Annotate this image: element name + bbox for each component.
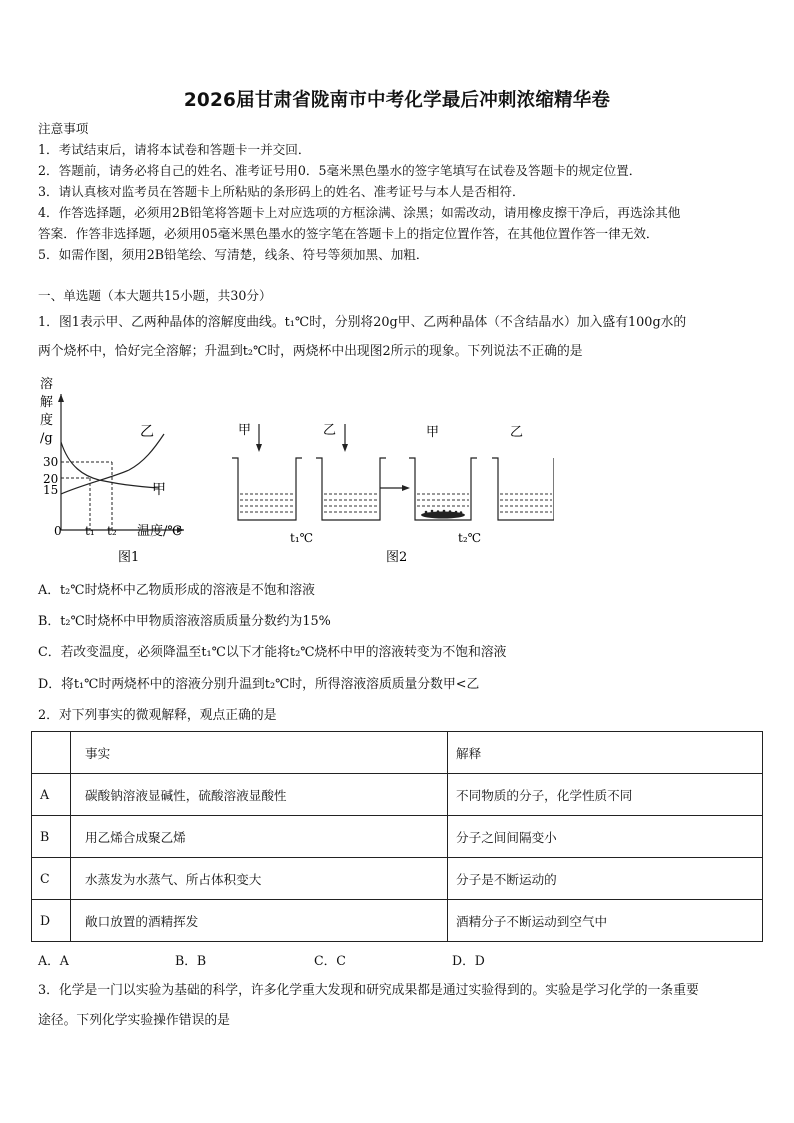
- x-tick-label: t₁: [85, 524, 95, 538]
- question-2-stem: 2．对下列事实的微观解释，观点正确的是: [38, 708, 277, 723]
- x-tick-label: 0: [54, 524, 62, 538]
- y-tick-label: 15: [43, 483, 59, 497]
- liquid: [324, 494, 378, 512]
- table-header-cell: 解释: [448, 732, 763, 774]
- table-row: [32, 858, 763, 900]
- beaker-figure: [232, 423, 554, 565]
- figure-1-caption: 图1: [118, 550, 140, 565]
- table-header-cell: [32, 732, 71, 774]
- question-1-option-a[interactable]: A．t₂℃时烧杯中乙物质形成的溶液是不饱和溶液: [38, 583, 315, 598]
- y-axis-label: 溶: [40, 377, 54, 392]
- table-row: [32, 900, 763, 942]
- temperature-label: t₂℃: [458, 531, 482, 545]
- notice-item: 3．请认真核对监考员在答题卡上所粘贴的条形码上的姓名、准考证号与本人是否相符．: [38, 184, 525, 199]
- liquid: [417, 494, 469, 506]
- section-heading: 一、单选题（本大题共15小题，共30分）: [38, 288, 272, 303]
- table-cell: 分子之间间隔变小: [448, 816, 763, 858]
- table-cell: D: [32, 900, 71, 942]
- notice-item: 2．答题前，请务必将自己的姓名、准考证号用0．5毫米黑色墨水的签字笔填写在试卷及答题卡的规定位置．: [38, 163, 642, 178]
- question-3-stem: 途径。下列化学实验操作错误的是: [38, 1013, 230, 1028]
- temperature-label: t₁℃: [290, 531, 314, 545]
- question-1-option-c[interactable]: C．若改变温度，必须降温至t₁℃以下才能将t₂℃烧杯中甲的溶液转变为不饱和溶液: [38, 645, 507, 660]
- table-cell: B: [32, 816, 71, 858]
- notice-item: 5．如需作图，须用2B铅笔绘、写清楚，线条、符号等须加黑、加粗．: [38, 247, 429, 262]
- solubility-figure: [34, 372, 554, 572]
- add-arrow-head: [342, 444, 348, 452]
- table-header-row: [32, 732, 763, 774]
- y-axis-arrow: [58, 394, 64, 402]
- beaker: [232, 458, 302, 520]
- table-cell: 碳酸钠溶液显碱性，硫酸溶液显酸性: [71, 774, 448, 816]
- notice-heading: 注意事项: [38, 121, 89, 136]
- heating-arrow-head: [402, 485, 410, 491]
- question-1-stem: 1．图1表示甲、乙两种晶体的溶解度曲线。t₁℃时，分别将20g甲、乙两种晶体（不含结晶水）加入盛有100g水的: [38, 315, 687, 330]
- solubility-curve-chart: [40, 376, 184, 565]
- table-cell: 敞口放置的酒精挥发: [71, 900, 448, 942]
- beaker: [492, 458, 554, 520]
- question-2-choice-b[interactable]: B．B: [175, 953, 207, 968]
- question-2-choice-a[interactable]: A．A: [38, 953, 69, 968]
- figure-2-caption: 图2: [386, 550, 408, 565]
- page-title: 2026届甘肃省陇南市中考化学最后冲刺浓缩精华卷: [183, 90, 611, 111]
- question-1-option-d[interactable]: D．将t₁℃时两烧杯中的溶液分别升温到t₂℃时，所得溶液溶质质量分数甲<乙: [38, 677, 480, 692]
- beaker-label: 甲: [238, 423, 252, 438]
- table-cell: 酒精分子不断运动到空气中: [448, 900, 763, 942]
- notice-item: 答案．作答非选择题，必须用05毫米黑色墨水的签字笔在答题卡上的指定位置作答，在其他位置作答一律无效．: [38, 226, 659, 241]
- table-row: [32, 816, 763, 858]
- notice-item: 1．考试结束后，请将本试卷和答题卡一并交回．: [38, 142, 311, 157]
- y-axis-label: /g: [40, 431, 53, 446]
- beaker-label: 乙: [510, 425, 524, 440]
- x-axis-label: 温度/℃: [137, 524, 182, 539]
- curve-jia: [61, 442, 159, 488]
- y-tick-label: 30: [43, 455, 59, 469]
- liquid: [500, 494, 552, 512]
- add-arrow-head: [256, 444, 262, 452]
- question-3-stem: 3．化学是一门以实验为基础的科学，许多化学重大发现和研究成果都是通过实验得到的。实验是学习化学的一条重要: [38, 983, 699, 998]
- table-cell: 用乙烯合成聚乙烯: [71, 816, 448, 858]
- table-header-cell: 事实: [71, 732, 448, 774]
- y-tick-label: 20: [43, 472, 59, 486]
- table-cell: 水蒸发为水蒸气、所占体积变大: [71, 858, 448, 900]
- question-2-choice-c[interactable]: C．C: [314, 953, 346, 968]
- table-cell: A: [32, 774, 71, 816]
- facts-table: [31, 731, 763, 942]
- question-2-choice-d[interactable]: D．D: [452, 953, 485, 968]
- question-1-stem: 两个烧杯中，恰好完全溶解；升温到t₂℃时，两烧杯中出现图2所示的现象。下列说法不正确的是: [38, 344, 583, 359]
- table-cell: 不同物质的分子，化学性质不同: [448, 774, 763, 816]
- x-tick-label: t₂: [107, 524, 117, 538]
- beaker-label: 甲: [426, 425, 440, 440]
- liquid: [240, 494, 294, 512]
- beaker-label: 乙: [323, 423, 337, 438]
- curve-label-jia: 甲: [152, 482, 166, 498]
- curve-label-yi: 乙: [140, 424, 154, 440]
- notice-item: 4．作答选择题，必须用2B铅笔将答题卡上对应选项的方框涂满、涂黑；如需改动，请用橡皮擦干净后，再选涂其他: [38, 205, 681, 220]
- table-cell: 分子是不断运动的: [448, 858, 763, 900]
- y-axis-label: 度: [40, 413, 54, 428]
- question-1-option-b[interactable]: B．t₂℃时烧杯中甲物质溶液溶质质量分数约为15%: [38, 614, 331, 629]
- table-cell: C: [32, 858, 71, 900]
- y-axis-label: 解: [40, 395, 54, 410]
- beaker: [316, 458, 386, 520]
- precipitate: [421, 510, 465, 519]
- table-row: [32, 774, 763, 816]
